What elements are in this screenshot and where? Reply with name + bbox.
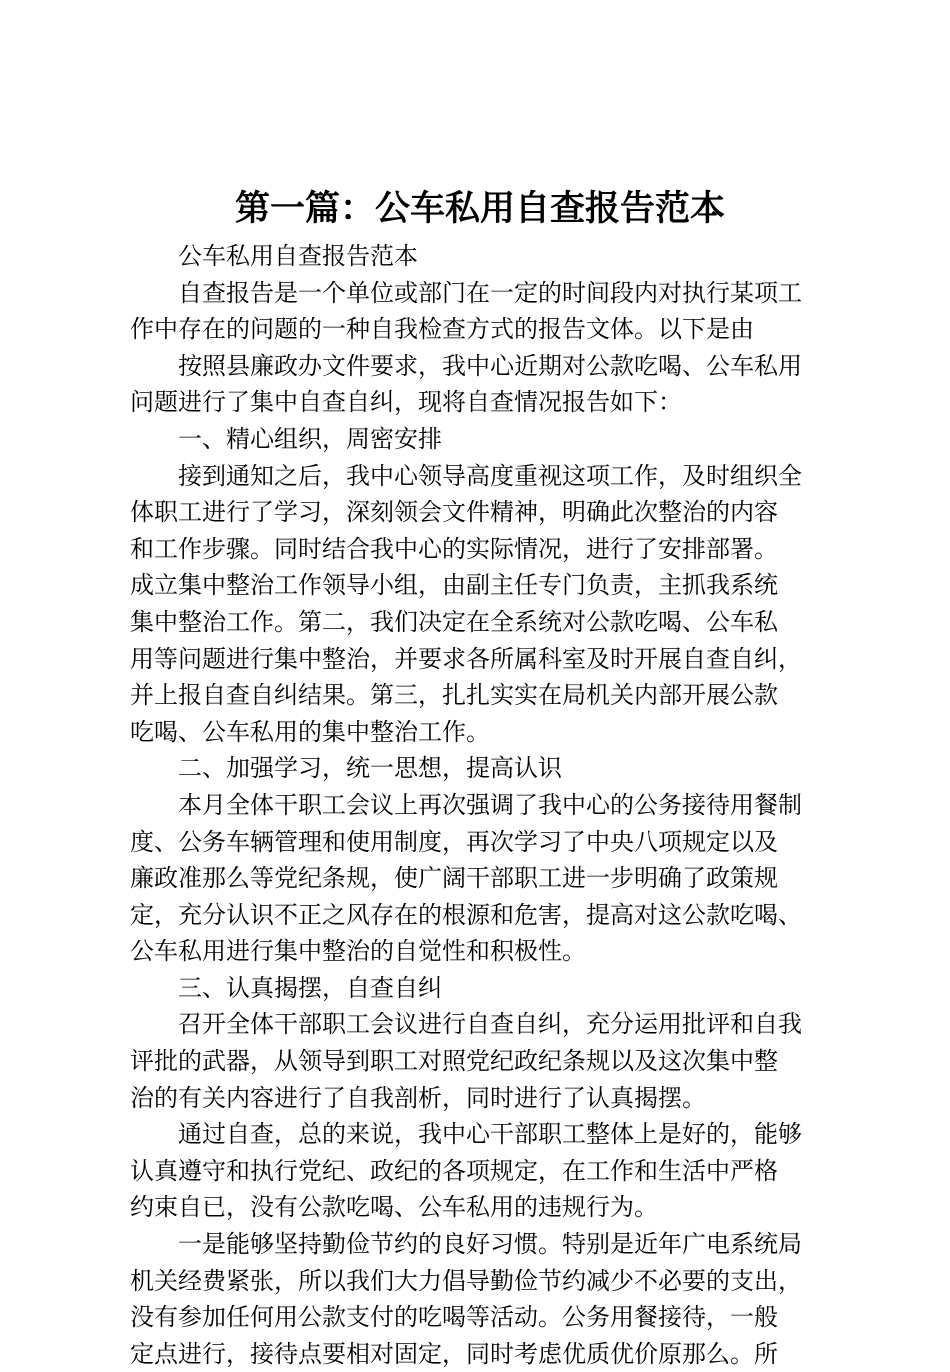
text-line: 自查报告是一个单位或部门在一定的时间段内对执行某项工 [178, 278, 802, 307]
text-line: 和工作步骤。同时结合我中心的实际情况，进行了安排部署。 [130, 534, 778, 563]
text-line: 问题进行了集中自查自纠，现将自查情况报告如下： [130, 388, 682, 417]
text-line: 接到通知之后，我中心领导高度重视这项工作，及时组织全 [178, 461, 802, 490]
text-line: 认真遵守和执行党纪、政纪的各项规定，在工作和生活中严格 [130, 1156, 778, 1185]
text-line: 一、精心组织，周密安排 [178, 424, 442, 453]
text-line: 机关经费紧张，所以我们大力倡导勤俭节约减少不必要的支出， [130, 1266, 802, 1295]
document-body [130, 238, 830, 1372]
text-line: 召开全体干部职工会议进行自查自纠，充分运用批评和自我 [178, 1010, 802, 1039]
text-line: 廉政准那么等党纪条规，使广阔干部职工进一步明确了政策规 [130, 864, 778, 893]
document-title: 第一篇：公车私用自查报告范本 [234, 188, 725, 229]
text-line: 体职工进行了学习，深刻领会文件精神，明确此次整治的内容 [130, 498, 778, 527]
text-line: 公车私用自查报告范本 [178, 242, 418, 270]
text-line: 评批的武器，从领导到职工对照党纪政纪条规以及这次集中整 [130, 1047, 778, 1076]
text-line: 按照县廉政办文件要求，我中心近期对公款吃喝、公车私用 [178, 351, 802, 380]
text-line: 成立集中整治工作领导小组，由副主任专门负责，主抓我系统 [130, 571, 778, 600]
text-line: 吃喝、公车私用的集中整治工作。 [130, 717, 490, 746]
text-line: 约束自已，没有公款吃喝、公车私用的违规行为。 [130, 1193, 658, 1222]
text-line: 度、公务车辆管理和使用制度，再次学习了中央八项规定以及 [130, 827, 778, 856]
text-line: 作中存在的问题的一种自我检查方式的报告文体。以下是由 [130, 315, 754, 344]
text-line: 定点进行，接待点要相对固定，同时考虑优质优价原那么。所 [130, 1339, 778, 1368]
text-line: 定，充分认识不正之风存在的根源和危害，提高对这公款吃喝、 [130, 900, 802, 929]
text-line: 用等问题进行集中整治，并要求各所属科室及时开展自查自纠， [130, 644, 802, 673]
text-line: 集中整治工作。第二，我们决定在全系统对公款吃喝、公车私 [130, 607, 778, 636]
text-line: 并上报自查自纠结果。第三，扎扎实实在局机关内部开展公款 [130, 681, 778, 710]
text-line: 治的有关内容进行了自我剖析，同时进行了认真揭摆。 [130, 1083, 706, 1112]
text-line: 没有参加任何用公款支付的吃喝等活动。公务用餐接待，一般 [130, 1303, 778, 1332]
text-line: 公车私用进行集中整治的自觉性和积极性。 [130, 937, 586, 966]
text-line: 三、认真揭摆，自查自纠 [178, 973, 442, 1002]
text-line: 本月全体干职工会议上再次强调了我中心的公务接待用餐制 [178, 790, 802, 819]
text-line: 通过自查，总的来说，我中心干部职工整体上是好的，能够 [178, 1120, 802, 1149]
text-line: 一是能够坚持勤俭节约的良好习惯。特别是近年广电系统局 [178, 1230, 802, 1259]
text-line: 二、加强学习，统一思想，提高认识 [178, 754, 562, 783]
